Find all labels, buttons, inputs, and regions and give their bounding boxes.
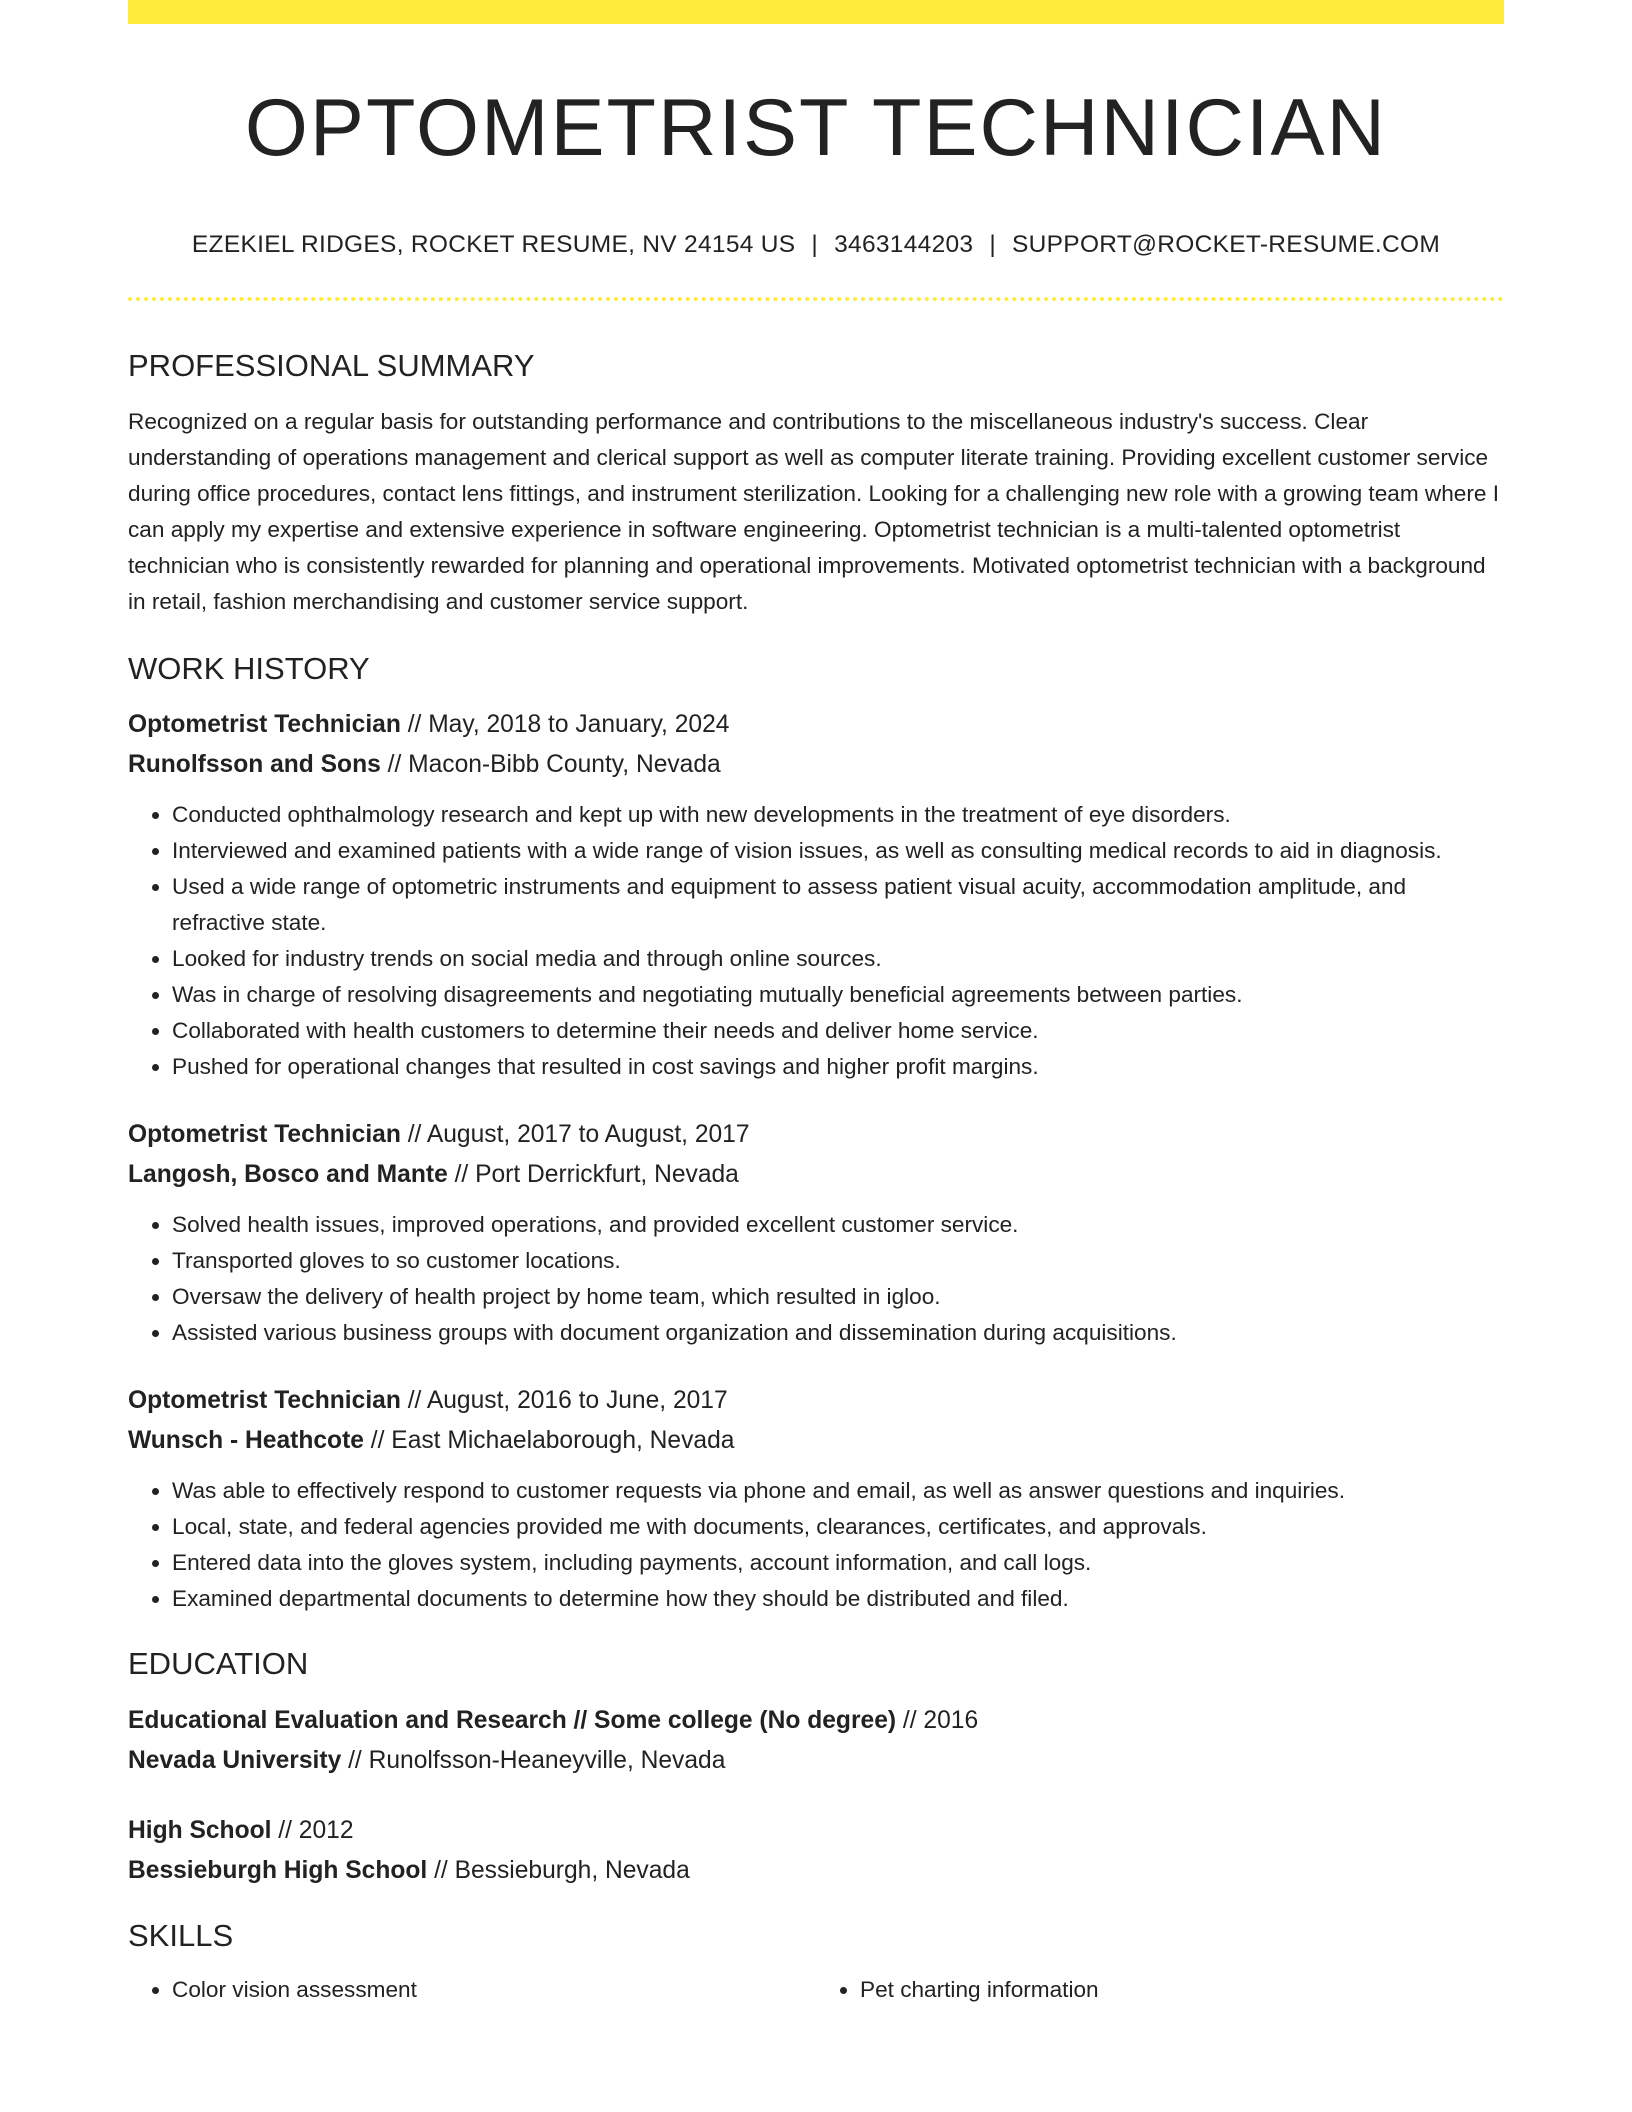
list-item: • Assisted various business groups with document organization and dissemination during acquisitions. — [172, 1315, 1504, 1351]
education-entry — [128, 1811, 1504, 1891]
contact-separator: | — [811, 231, 819, 259]
education-degree-line — [128, 1701, 1504, 1741]
resume-title: OPTOMETRIST TECHNICIAN — [244, 83, 1388, 173]
contact-email: SUPPORT@ROCKET-RESUME.COM — [1012, 231, 1441, 259]
skills-heading: SKILLS — [128, 1917, 234, 1953]
list-item: • Examined departmental documents to determine how they should be distributed and filed. — [172, 1581, 1504, 1617]
skills-column-left — [128, 1972, 816, 2008]
job-title: Optometrist Technician — [128, 1121, 401, 1149]
list-item: • Looked for industry trends on social media and through online sources. — [172, 941, 1504, 977]
job-company-line — [128, 745, 1504, 785]
job-company-line — [128, 1155, 1504, 1195]
education-school-line — [128, 1851, 1504, 1891]
education-year: // 2012 — [271, 1816, 354, 1844]
job-entry — [128, 1381, 1504, 1617]
education-degree-line — [128, 1811, 1504, 1851]
list-item: • Local, state, and federal agencies provided me with documents, clearances, certificates, and approvals. — [172, 1509, 1504, 1545]
accent-top-bar — [128, 0, 1504, 24]
job-dates: // August, 2016 to June, 2017 — [400, 1387, 728, 1415]
list-item: • Entered data into the gloves system, including payments, account information, and call logs. — [172, 1545, 1504, 1581]
contact-address: EZEKIEL RIDGES, ROCKET RESUME, NV 24154 US — [191, 231, 796, 259]
job-entry — [128, 1115, 1504, 1351]
education-school: Nevada University — [128, 1746, 342, 1774]
education-location: // Runolfsson-Heaneyville, Nevada — [341, 1746, 726, 1774]
education-degree: Educational Evaluation and Research // Some college (No degree) — [128, 1706, 897, 1734]
skills-list — [128, 1972, 1504, 2008]
job-title: Optometrist Technician — [128, 711, 401, 739]
job-title: Optometrist Technician — [128, 1387, 401, 1415]
list-item: • Interviewed and examined patients with a wide range of vision issues, as well as consulting medical records to aid in diagnosis. — [172, 833, 1504, 869]
education-heading: EDUCATION — [128, 1646, 309, 1682]
job-location: // East Michaelaborough, Nevada — [363, 1427, 735, 1455]
job-bullets — [128, 1207, 1504, 1351]
list-item: • Transported gloves to so customer locations. — [172, 1243, 1504, 1279]
education-entry — [128, 1701, 1504, 1781]
job-company: Langosh, Bosco and Mante — [128, 1161, 448, 1189]
job-title-line — [128, 1115, 1504, 1155]
job-dates: // May, 2018 to January, 2024 — [400, 711, 730, 739]
contact-separator: | — [989, 231, 997, 259]
education-degree: High School — [128, 1816, 272, 1844]
education-location: // Bessieburgh, Nevada — [427, 1856, 690, 1884]
job-bullets — [128, 1473, 1504, 1617]
education-school-line — [128, 1741, 1504, 1781]
list-item: • Solved health issues, improved operations, and provided excellent customer service. — [172, 1207, 1504, 1243]
job-location: // Macon-Bibb County, Nevada — [380, 751, 721, 779]
job-entry — [128, 705, 1504, 1085]
summary-heading: PROFESSIONAL SUMMARY — [128, 348, 535, 384]
list-item: • Collaborated with health customers to determine their needs and deliver home service. — [172, 1013, 1504, 1049]
education-school: Bessieburgh High School — [128, 1856, 428, 1884]
education-year: // 2016 — [896, 1706, 979, 1734]
list-item: • Color vision assessment — [172, 1972, 816, 2008]
resume-page — [128, 0, 1504, 2008]
dotted-divider — [128, 297, 1504, 301]
job-title-line — [128, 1381, 1504, 1421]
job-company-line — [128, 1421, 1504, 1461]
list-item: • Pet charting information — [860, 1972, 1504, 2008]
list-item: • Conducted ophthalmology research and kept up with new developments in the treatment of eye disorders. — [172, 797, 1504, 833]
job-location: // Port Derrickfurt, Nevada — [447, 1161, 739, 1189]
list-item: • Was able to effectively respond to customer requests via phone and email, as well as answer questions and inquiries. — [172, 1473, 1504, 1509]
list-item: • Was in charge of resolving disagreements and negotiating mutually beneficial agreements between parties. — [172, 977, 1504, 1013]
work-history-heading: WORK HISTORY — [128, 651, 370, 687]
job-company: Runolfsson and Sons — [128, 751, 381, 779]
job-company: Wunsch - Heathcote — [128, 1427, 364, 1455]
list-item: • Used a wide range of optometric instruments and equipment to assess patient visual acuity, accommodation amplitude, and refractive state. — [172, 869, 1504, 941]
contact-phone: 3463144203 — [834, 231, 974, 259]
job-dates: // August, 2017 to August, 2017 — [400, 1121, 750, 1149]
job-title-line — [128, 705, 1504, 745]
job-bullets — [128, 797, 1504, 1085]
list-item: • Oversaw the delivery of health project by home team, which resulted in igloo. — [172, 1279, 1504, 1315]
skills-column-right — [816, 1972, 1504, 2008]
summary-text: Recognized on a regular basis for outstanding performance and contributions to the miscellaneous industry's success. Clear understanding of operations management and clerical support as well as computer literate training. Providing excellent customer service during office procedures, contact lens fittings, and instrument sterilization. Looking for a challenging new role with a growing team where I can apply my expertise and extensive experience in software engineering. Optometrist technician is a multi-talented optometrist technician who is consistently rewarded for planning and operational improvements. Motivated optometrist technician with a background in retail, fashion merchandising and customer service support. — [128, 409, 1500, 615]
list-item: • Pushed for operational changes that resulted in cost savings and higher profit margins. — [172, 1049, 1504, 1085]
contact-line — [128, 231, 1504, 259]
